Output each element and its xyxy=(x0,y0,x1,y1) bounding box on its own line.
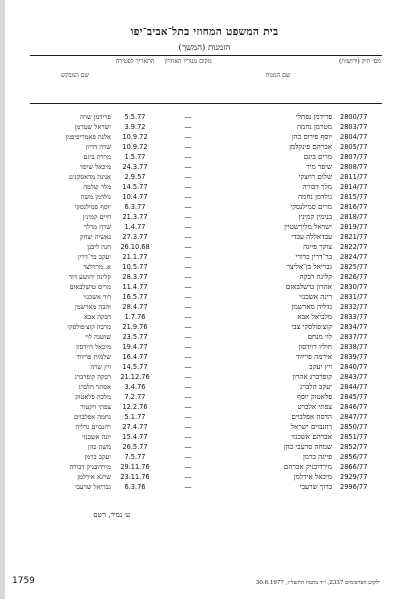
last-address: — xyxy=(184,482,192,491)
last-address: — xyxy=(184,412,192,421)
file-number: 2816/77 xyxy=(340,203,368,211)
table-row xyxy=(0,132,409,142)
date-of-death: 3.4.76 xyxy=(124,383,146,391)
file-number: 2805/77 xyxy=(340,143,368,151)
file-number: 2845/77 xyxy=(340,393,368,401)
table-row xyxy=(0,162,409,172)
date-of-death: 1.4.77 xyxy=(124,223,146,231)
date-of-death: 21.12.76 xyxy=(120,373,150,381)
file-number: 2843/77 xyxy=(340,373,368,381)
last-address: — xyxy=(184,332,192,341)
page-subtitle: הזמנות (המשך) xyxy=(178,43,231,53)
applicant-name: א. מרדלצר xyxy=(82,263,111,271)
table-row xyxy=(0,252,409,262)
table-row xyxy=(0,482,409,492)
date-of-death: 15.4.77 xyxy=(122,433,148,441)
applicant-name: מרים טישלבאום xyxy=(69,283,111,291)
date-of-death: 3.9.72 xyxy=(124,123,146,131)
applicant-name: רבקה אבא xyxy=(84,313,111,321)
file-number: 2824/77 xyxy=(340,253,368,261)
date-of-death: 1.5.77 xyxy=(124,153,146,161)
last-address: — xyxy=(184,442,192,451)
date-of-death: 7.5.77 xyxy=(124,453,146,461)
deceased-name: הדסה אפלבוים xyxy=(291,412,332,421)
table-row xyxy=(0,372,409,382)
date-of-death: 5.5.77 xyxy=(124,113,146,121)
last-address: — xyxy=(184,272,192,281)
table-row xyxy=(0,402,409,412)
deceased-name: בר־דרין כדורי xyxy=(295,252,332,261)
last-address: — xyxy=(184,392,192,401)
date-of-death: 23.5.77 xyxy=(122,333,148,341)
applicant-name: מיכאל שיפר xyxy=(79,163,111,171)
date-of-death: 21.9.76 xyxy=(122,323,148,331)
file-number: 2837/77 xyxy=(340,333,368,341)
applicant-name: מרבה קוצ׳פולסקי xyxy=(67,323,111,331)
file-number: 2840/77 xyxy=(340,363,368,371)
applicant-name: אסתר הלברג xyxy=(78,383,111,391)
file-number: 2839/77 xyxy=(340,353,368,361)
date-of-death: 12.2.76 xyxy=(122,403,148,411)
last-address: — xyxy=(184,182,192,191)
applicant-name: אלנה פאמריפיפמן xyxy=(65,133,111,141)
table-row xyxy=(0,422,409,432)
last-address: — xyxy=(184,172,192,181)
table-row xyxy=(0,322,409,332)
applicant-name: יונה אשכנזי xyxy=(81,433,111,441)
date-of-death: 10.5.77 xyxy=(122,263,148,271)
page-number: 1759 xyxy=(12,576,35,586)
file-number: 2851/77 xyxy=(340,433,368,441)
deceased-name: אירמה פריווד xyxy=(295,352,332,361)
file-number: 2807/77 xyxy=(340,153,368,161)
deceased-name: שלום רוזצקי xyxy=(298,172,332,181)
file-number: 2804/77 xyxy=(340,133,368,141)
applicant-name: שלמית פריווד xyxy=(76,353,111,361)
deceased-name: גדליה מארשמן xyxy=(291,302,332,311)
last-address: — xyxy=(184,312,192,321)
last-address: — xyxy=(184,242,192,251)
deceased-name: עבדאללה עבדי xyxy=(291,232,332,241)
deceased-name: פלאטוק יוסף xyxy=(297,392,332,401)
applicant-name: משה כהן xyxy=(87,443,111,451)
applicant-name: רוזנבוים גדליה xyxy=(75,423,111,431)
file-number: 2866/77 xyxy=(340,463,368,471)
file-number: 2826/77 xyxy=(340,273,368,281)
file-number: 2834/77 xyxy=(340,323,368,331)
table-row xyxy=(0,142,409,152)
last-address: — xyxy=(184,112,192,121)
header-bottom-rule xyxy=(30,103,382,104)
file-number: 2811/77 xyxy=(340,173,368,181)
last-address: — xyxy=(184,402,192,411)
applicant-name: מלכה פלאטוק xyxy=(75,393,111,401)
last-address: — xyxy=(184,432,192,441)
deceased-name: אהרון טישלבאום xyxy=(285,282,332,291)
date-of-death: 1.7.76 xyxy=(124,313,146,321)
applicant-name: נאשיה יצחק xyxy=(79,233,111,241)
file-number: 2819/77 xyxy=(340,223,368,231)
deceased-name: יוסף פירוס כהן xyxy=(291,132,332,141)
file-number: 2814/77 xyxy=(340,183,368,191)
last-address: — xyxy=(184,422,192,431)
date-of-death: 11.4.77 xyxy=(122,283,148,291)
date-of-death: 28.3.77 xyxy=(122,273,148,281)
last-address: — xyxy=(184,202,192,211)
deceased-name: פרידמן נפתלי xyxy=(295,112,332,121)
table-row xyxy=(0,192,409,202)
date-of-death: 10.9.72 xyxy=(122,143,148,151)
header-inviter: שם המבקש xyxy=(60,72,90,79)
table-row xyxy=(0,222,409,232)
deceased-name: צפתי אלברט xyxy=(297,402,332,411)
deceased-name: פייגה ברמן xyxy=(302,452,332,461)
last-address: — xyxy=(184,142,192,151)
deceased-name: שיפר מיר xyxy=(306,162,332,171)
last-address: — xyxy=(184,372,192,381)
file-number: 2830/77 xyxy=(340,283,368,291)
last-address: — xyxy=(184,222,192,231)
last-address: — xyxy=(184,162,192,171)
table-row xyxy=(0,342,409,352)
file-number: 2996/77 xyxy=(340,483,368,491)
date-of-death: 2.9.57 xyxy=(124,173,146,181)
deceased-name: לוי מנחם xyxy=(307,332,332,341)
date-of-death: 19.4.77 xyxy=(122,343,148,351)
date-of-death: 14.5.77 xyxy=(122,183,148,191)
applicant-name: שרגא אירלמן xyxy=(77,473,111,481)
file-number: 2821/77 xyxy=(340,233,368,241)
table-row xyxy=(0,242,409,252)
deceased-name: רוזנבוים ישראל xyxy=(290,422,332,431)
applicant-name: דוד אשכנזי xyxy=(83,293,111,301)
applicant-name: מיכאל דוידסון xyxy=(76,343,111,351)
last-address: — xyxy=(184,382,192,391)
deceased-name: מטרמן נחמה xyxy=(296,122,332,131)
table-row xyxy=(0,212,409,222)
date-of-death: 21.1.77 xyxy=(122,253,148,261)
deceased-name: אברהם אשכנזי xyxy=(291,432,332,441)
table-row xyxy=(0,312,409,322)
file-number: 2846/77 xyxy=(340,403,368,411)
date-of-death: 28.4.77 xyxy=(122,303,148,311)
header-top-rule xyxy=(30,55,382,56)
file-number: 2808/77 xyxy=(340,163,368,171)
date-of-death: 24.3.77 xyxy=(122,163,148,171)
last-address: — xyxy=(184,132,192,141)
deceased-name: קוצ׳פולסקי צבי xyxy=(291,322,332,331)
file-number: 2929/77 xyxy=(340,473,368,481)
applicant-name: יעקב בר־דרין xyxy=(77,253,111,261)
publication-footer: ילקוט הפרסומים 2337, י״ד בתמוז התשל״ז, 30.6.1977 xyxy=(255,580,380,586)
deceased-name: מרים סמילנסקי xyxy=(290,202,332,211)
file-number: 2831/77 xyxy=(340,293,368,301)
table-row xyxy=(0,282,409,292)
file-number: 2818/77 xyxy=(340,213,368,221)
applicant-name: פרידמן שרה xyxy=(80,113,111,121)
last-address: — xyxy=(184,322,192,331)
date-of-death: 27.3.77 xyxy=(122,233,148,241)
applicant-name: שרה דדיון xyxy=(85,143,111,151)
table-row xyxy=(0,412,409,422)
deceased-name: קלינה רבקה xyxy=(299,272,332,281)
date-of-death: 23.11.76 xyxy=(120,473,150,481)
date-of-death: 21.3.77 xyxy=(122,213,148,221)
date-of-death: 29.11.76 xyxy=(120,463,150,471)
date-of-death: 6.3.77 xyxy=(124,203,146,211)
table-row xyxy=(0,202,409,212)
file-number: 2822/77 xyxy=(340,243,368,251)
last-address: — xyxy=(184,262,192,271)
table-row xyxy=(0,462,409,472)
table-row xyxy=(0,352,409,362)
table-row xyxy=(0,292,409,302)
date-of-death: 10.9.72 xyxy=(122,133,148,141)
deceased-name: מירדובניק אברהם xyxy=(283,462,332,471)
table-row xyxy=(0,172,409,182)
applicant-name: מרדת ביגם xyxy=(83,153,111,161)
date-of-death: 5.1.77 xyxy=(124,413,146,421)
deceased-name: צוקר פייגה xyxy=(303,242,332,251)
header-last-address: מקום מגוריו האחרון xyxy=(164,58,212,65)
file-number: 2847/77 xyxy=(340,413,368,421)
deceased-name: מיכאל אירלמן xyxy=(293,472,332,481)
date-of-death: 14.5.77 xyxy=(122,363,148,371)
deceased-name: ברוך שרעבי xyxy=(299,482,332,491)
table-row xyxy=(0,432,409,442)
applicant-name: חיים קמינץ xyxy=(82,213,111,221)
deceased-name: חוליו דוידסון xyxy=(298,342,332,351)
last-address: — xyxy=(184,342,192,351)
deceased-name: יעקב הלברג xyxy=(300,382,332,391)
table-row xyxy=(0,442,409,452)
file-number: 2838/77 xyxy=(340,343,368,351)
date-of-death: 16.4.77 xyxy=(122,353,148,361)
applicant-name: שרה מדלר xyxy=(83,223,111,231)
table-row xyxy=(0,122,409,132)
file-number: 2825/77 xyxy=(340,263,368,271)
last-address: — xyxy=(184,452,192,461)
file-number: 2850/77 xyxy=(340,423,368,431)
deceased-name: מרים ביגם xyxy=(303,152,332,161)
applicant-name: צפתי ויקטור xyxy=(80,403,111,411)
applicant-name: גולדמן משה xyxy=(80,193,111,201)
last-address: — xyxy=(184,152,192,161)
applicant-name: ויץ שרה xyxy=(90,363,111,371)
page-title: בית המשפט המחוזי בתל־אביב־יפו xyxy=(130,26,279,38)
deceased-name: רינה אשכנזי xyxy=(299,292,332,301)
last-address: — xyxy=(184,212,192,221)
deceased-name: ויץ יעקב xyxy=(309,362,332,371)
file-number: 2803/77 xyxy=(340,123,368,131)
applicant-name: יוסף סמילנסקי xyxy=(74,203,111,211)
last-address: — xyxy=(184,282,192,291)
date-of-death: 7.2.77 xyxy=(124,393,146,401)
last-address: — xyxy=(184,122,192,131)
date-of-death: 6.3.76 xyxy=(124,483,146,491)
applicant-name: שושנה לוי xyxy=(85,333,111,341)
applicant-name: קלינה יהושע דוד xyxy=(68,273,111,281)
date-of-death: 10.4.77 xyxy=(122,193,148,201)
file-number: 2844/77 xyxy=(340,383,368,391)
last-address: — xyxy=(184,472,192,481)
table-row xyxy=(0,362,409,372)
file-number: 2832/77 xyxy=(340,303,368,311)
deceased-name: גולדמן נחמה xyxy=(298,192,332,201)
table-row xyxy=(0,472,409,482)
deceased-name: בנימין קמינץ xyxy=(298,212,332,221)
table-row xyxy=(0,302,409,312)
applicant-name: מלר שלמה xyxy=(83,183,111,191)
applicant-name: חנה ליבנן xyxy=(87,243,111,251)
applicant-name: גבריאל שרעבי xyxy=(74,483,111,491)
registrar-signature: ע׳ נמיר, רשם xyxy=(93,511,130,519)
applicant-name: יעקב ברמן xyxy=(84,453,111,461)
table-row xyxy=(0,152,409,162)
date-of-death: 26.10.68 xyxy=(120,243,150,251)
last-address: — xyxy=(184,462,192,471)
last-address: — xyxy=(184,302,192,311)
table-row xyxy=(0,112,409,122)
deceased-name: אברהם פינקלמן xyxy=(289,142,332,151)
date-of-death: 27.4.77 xyxy=(122,423,148,431)
deceased-name: מלכיאל אבא xyxy=(297,312,332,321)
last-address: — xyxy=(184,232,192,241)
table-row xyxy=(0,452,409,462)
last-address: — xyxy=(184,292,192,301)
table-row xyxy=(0,182,409,192)
table-row xyxy=(0,382,409,392)
file-number: 2856/77 xyxy=(340,453,368,461)
date-of-death: 26.5.77 xyxy=(122,443,148,451)
deceased-name: שמחה סרעבי כהן xyxy=(283,442,332,451)
table-row xyxy=(0,232,409,242)
file-number: 2815/77 xyxy=(340,193,368,201)
date-of-death: 16.5.77 xyxy=(122,293,148,301)
last-address: — xyxy=(184,192,192,201)
applicant-name: זהבה מארשמן xyxy=(74,303,111,311)
applicant-name: אנינה מדאסקנינג xyxy=(68,173,111,181)
deceased-name: מלר דבורה xyxy=(302,182,332,191)
applicant-name: רבקה קופרברג xyxy=(74,373,111,381)
header-name: שם המנוח xyxy=(265,72,291,79)
table-row xyxy=(0,332,409,342)
applicant-name: ישראל שטרמן xyxy=(74,123,111,131)
applicant-name: מירדובניק דבורה xyxy=(69,463,111,471)
table-row xyxy=(0,392,409,402)
file-number: 2852/77 xyxy=(340,443,368,451)
file-number: 2800/77 xyxy=(340,113,368,121)
deceased-name: ישראל מלירשטיין xyxy=(284,222,332,231)
table-row xyxy=(0,262,409,272)
file-number: 2833/77 xyxy=(340,313,368,321)
header-date: התאריך לפטירה xyxy=(115,58,155,65)
applicant-name: נחמה אפלבוים xyxy=(73,413,111,421)
last-address: — xyxy=(184,252,192,261)
deceased-name: קופרברג אהרון xyxy=(292,372,332,381)
deceased-name: גבריאל בן־אליצר xyxy=(286,262,332,271)
header-file-no: מס׳ תיק (ירושות) xyxy=(338,58,382,65)
last-address: — xyxy=(184,352,192,361)
last-address: — xyxy=(184,362,192,371)
table-row xyxy=(0,272,409,282)
